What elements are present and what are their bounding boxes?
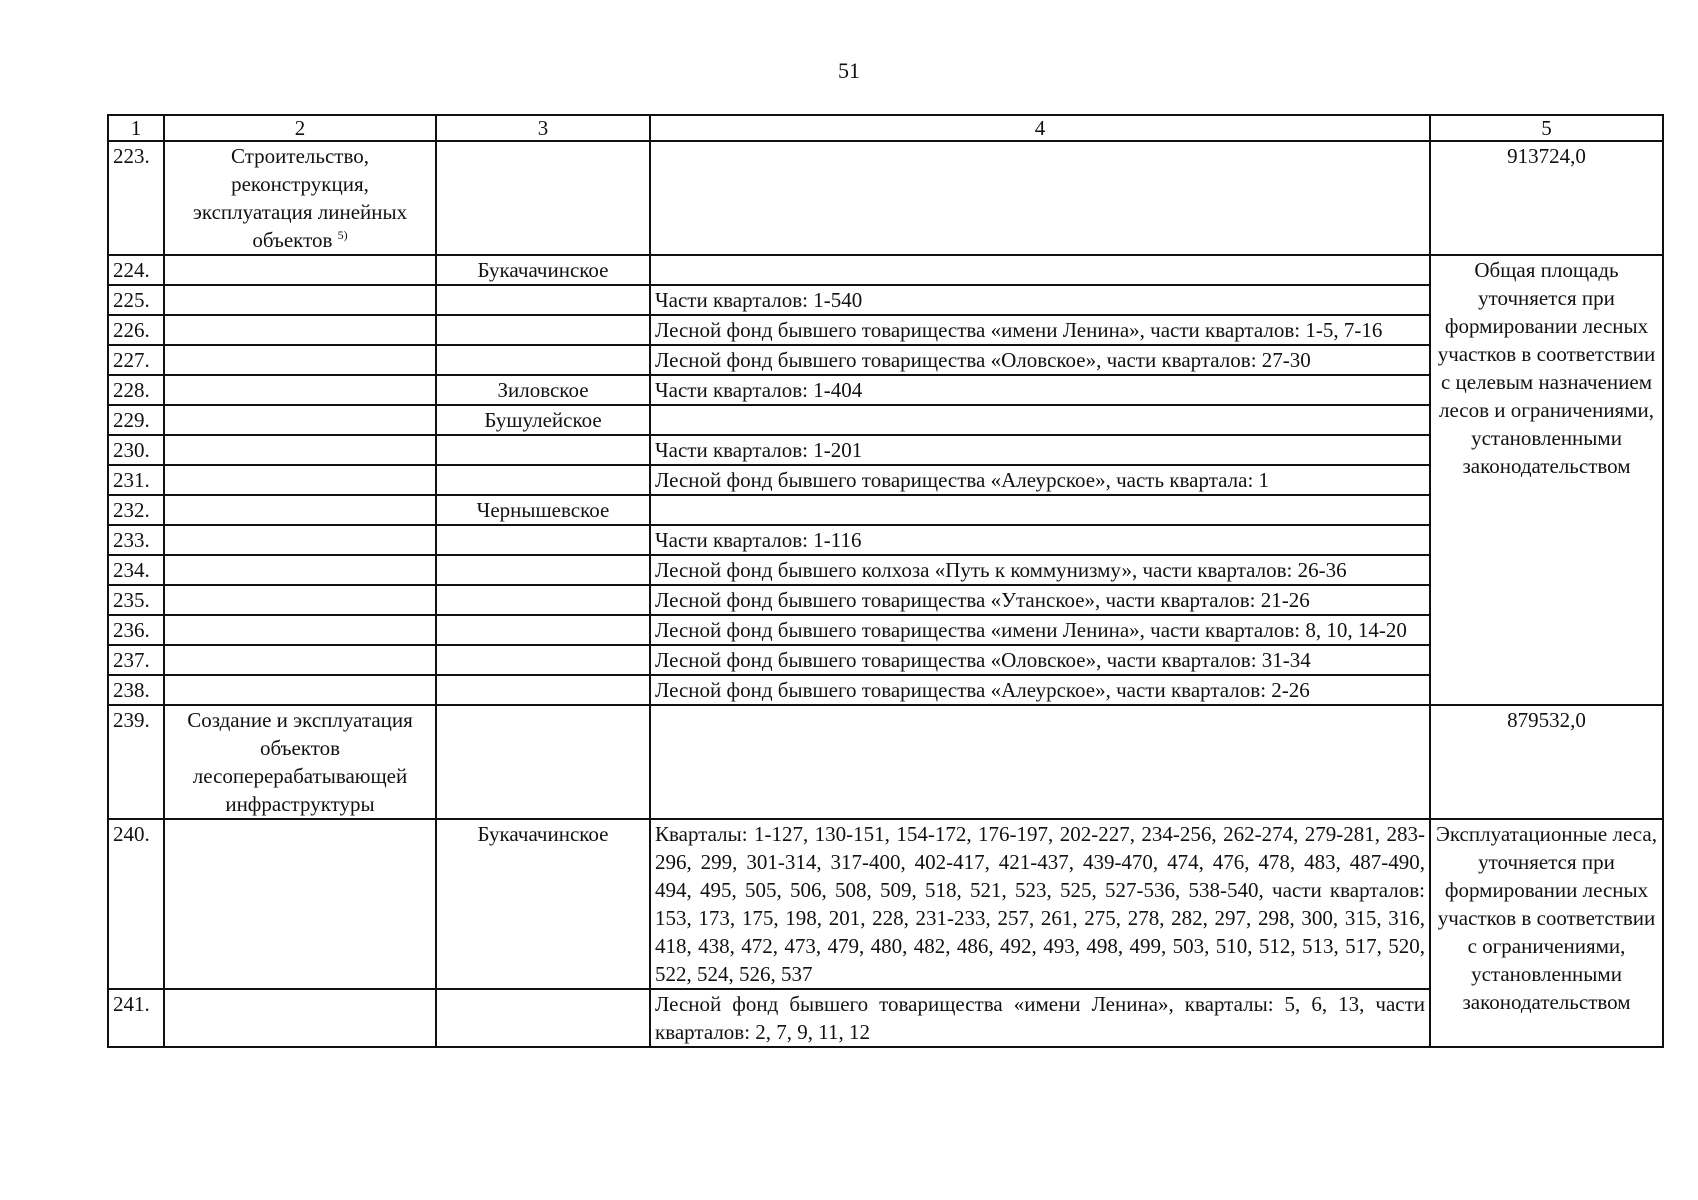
row-number: 241. [108,989,164,1047]
forest-plan-table [107,114,1664,1048]
activity-type-cell [164,819,436,989]
forestry-cell: Зиловское [436,375,650,405]
activity-type-cell [164,585,436,615]
area-note-cell: Общая площадь уточняется при формировании лесных участков в соответствии с целевым назначением лесов и ограничениями, установленными законодательством [1430,255,1663,705]
row-number: 231. [108,465,164,495]
table-row [108,465,1663,495]
table-row [108,495,1663,525]
activity-type-cell [164,315,436,345]
activity-type-cell [164,255,436,285]
table-row [108,555,1663,585]
row-number: 238. [108,675,164,705]
activity-type-cell: Создание и эксплуатация объектов лесоперерабатывающей инфраструктуры [164,705,436,819]
header-cell: 5 [1430,115,1663,141]
row-number: 240. [108,819,164,989]
forestry-cell: Чернышевское [436,495,650,525]
activity-type-cell [164,615,436,645]
table-row [108,285,1663,315]
forestry-cell [436,141,650,255]
table-row [108,525,1663,555]
activity-type-cell [164,405,436,435]
page-number: 51 [838,58,860,83]
row-number: 232. [108,495,164,525]
quarters-cell: Лесной фонд бывшего товарищества «Оловское», части кварталов: 31-34 [650,645,1430,675]
quarters-cell: Части кварталов: 1-116 [650,525,1430,555]
row-number: 230. [108,435,164,465]
forestry-cell [436,435,650,465]
quarters-cell: Части кварталов: 1-404 [650,375,1430,405]
table-row [108,375,1663,405]
forestry-cell [436,555,650,585]
forestry-cell: Букачачинское [436,819,650,989]
row-number: 235. [108,585,164,615]
activity-type-cell [164,495,436,525]
forestry-cell: Букачачинское [436,255,650,285]
table-row [108,345,1663,375]
table-row [108,989,1663,1047]
quarters-cell [650,405,1430,435]
quarters-cell [650,141,1430,255]
header-cell: 1 [108,115,164,141]
table-row [108,705,1663,819]
table-row [108,615,1663,645]
activity-type-cell [164,555,436,585]
quarters-cell: Части кварталов: 1-540 [650,285,1430,315]
table-row [108,315,1663,345]
activity-type-cell [164,675,436,705]
activity-type-cell [164,435,436,465]
forestry-cell [436,645,650,675]
quarters-cell: Лесной фонд бывшего товарищества «Алеурское», часть квартала: 1 [650,465,1430,495]
table-row [108,255,1663,285]
quarters-cell: Кварталы: 1-127, 130-151, 154-172, 176-197, 202-227, 234-256, 262-274, 279-281, 283-296, 299, 301-314, 317-400, 402-417, 421-437, 439-470, 474, 476, 478, 483, 487-490, 494, 495, 505, 506, 508, 509, 518, 521, 523, 525, 527-536, 538-540, части кварталов: 153, 173, 175, 198, 201, 228, 231-233, 257, 261, 275, 278, 282, 297, 298, 300, 315, 316, 418, 438, 472, 473, 479, 480, 482, 486, 492, 493, 498, 499, 503, 510, 512, 513, 517, 520, 522, 524, 526, 537 [650,819,1430,989]
quarters-cell: Части кварталов: 1-201 [650,435,1430,465]
footnote-mark: 5) [337,228,348,242]
area-cell: 879532,0 [1430,705,1663,819]
quarters-cell: Лесной фонд бывшего товарищества «имени Ленина», кварталы: 5, 6, 13, части кварталов: 2, 7, 9, 11, 12 [650,989,1430,1047]
quarters-cell [650,705,1430,819]
quarters-cell [650,255,1430,285]
row-number: 223. [108,141,164,255]
quarters-cell: Лесной фонд бывшего колхоза «Путь к коммунизму», части кварталов: 26-36 [650,555,1430,585]
header-cell: 4 [650,115,1430,141]
row-number: 226. [108,315,164,345]
table-row [108,141,1663,255]
table-row [108,645,1663,675]
forestry-cell [436,585,650,615]
forestry-cell [436,525,650,555]
header-cell: 2 [164,115,436,141]
quarters-cell: Лесной фонд бывшего товарищества «Оловское», части кварталов: 27-30 [650,345,1430,375]
quarters-cell: Лесной фонд бывшего товарищества «имени Ленина», части кварталов: 1-5, 7-16 [650,315,1430,345]
forestry-cell [436,465,650,495]
activity-type-cell [164,645,436,675]
row-number: 233. [108,525,164,555]
activity-type-cell [164,345,436,375]
table-row [108,405,1663,435]
quarters-cell: Лесной фонд бывшего товарищества «Алеурское», части кварталов: 2-26 [650,675,1430,705]
forestry-cell [436,615,650,645]
table-row [108,585,1663,615]
forestry-cell [436,705,650,819]
quarters-cell: Лесной фонд бывшего товарищества «имени Ленина», части кварталов: 8, 10, 14-20 [650,615,1430,645]
activity-type-cell [164,465,436,495]
quarters-cell: Лесной фонд бывшего товарищества «Утанское», части кварталов: 21-26 [650,585,1430,615]
row-number: 228. [108,375,164,405]
row-number: 234. [108,555,164,585]
activity-type-cell [164,375,436,405]
forestry-cell: Бушулейское [436,405,650,435]
activity-type-text: Строительство, реконструкция, эксплуатация линейных объектов [192,144,408,252]
activity-type-cell [164,285,436,315]
activity-type-cell [164,141,436,255]
forestry-cell [436,285,650,315]
row-number: 225. [108,285,164,315]
forestry-cell [436,315,650,345]
activity-type-cell [164,525,436,555]
row-number: 229. [108,405,164,435]
table-row [108,819,1663,989]
forestry-cell [436,345,650,375]
row-number: 224. [108,255,164,285]
header-cell: 3 [436,115,650,141]
table-row [108,435,1663,465]
row-number: 236. [108,615,164,645]
table-header-row [108,115,1663,141]
table-row [108,675,1663,705]
quarters-cell [650,495,1430,525]
area-cell: 913724,0 [1430,141,1663,255]
forestry-cell [436,989,650,1047]
activity-type-cell [164,989,436,1047]
area-note-cell: Эксплуатационные леса, уточняется при формировании лесных участков в соответствии с ограничениями, установленными законодательством [1430,819,1663,1047]
row-number: 227. [108,345,164,375]
row-number: 239. [108,705,164,819]
row-number: 237. [108,645,164,675]
forestry-cell [436,675,650,705]
